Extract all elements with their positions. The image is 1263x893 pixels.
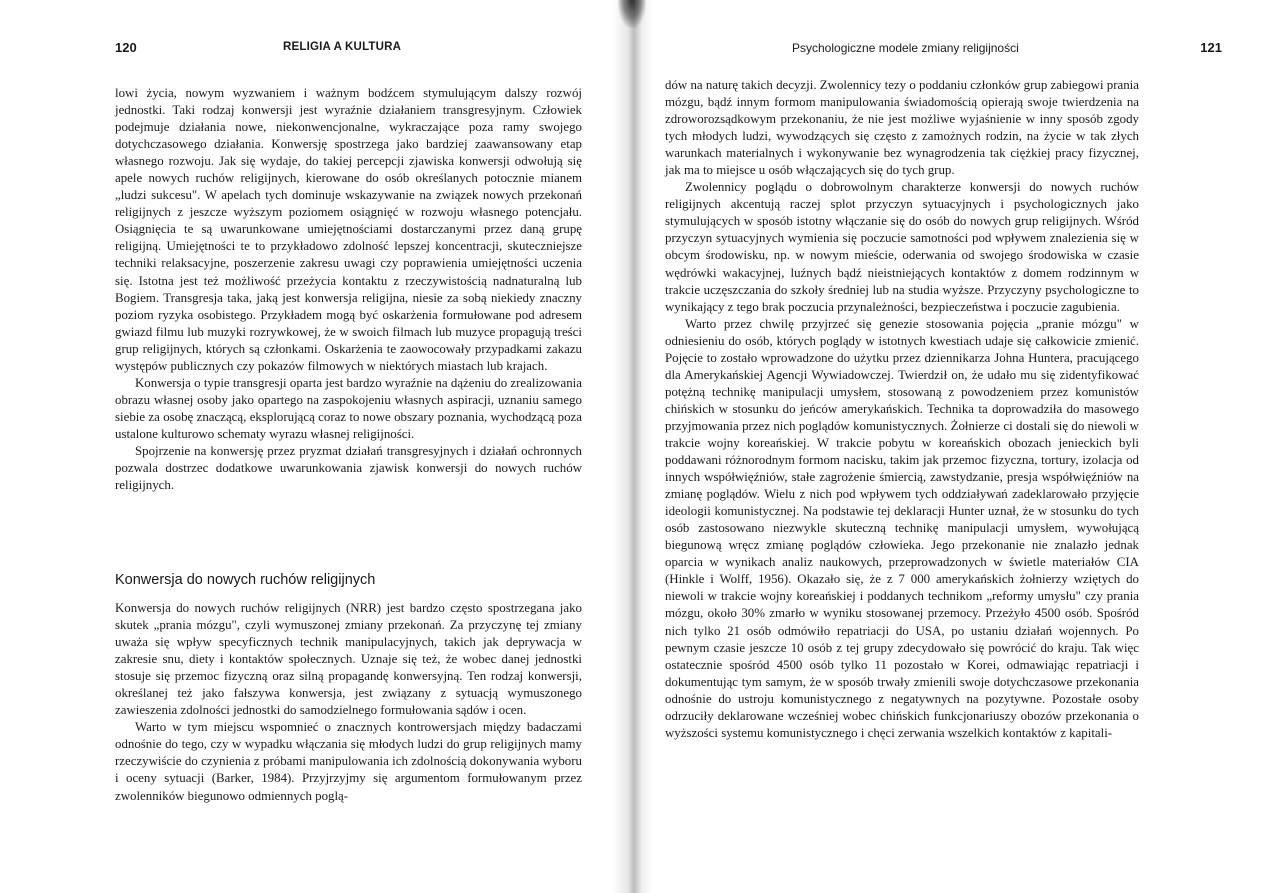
right-running-head xyxy=(792,40,1222,60)
paragraph: lowi życia, nowym wyzwaniem i ważnym bodźcem stymulującym dalszy rozwój jednostki. Taki rodzaj konwersji jest wyraźnie działaniem transgresyjnym. Człowiek podejmuje działania nowe, niekonwencjonalne, wykraczające poza ramy swojego dotychczasowego działania. Konwersję spostrzega jako bardziej zaawansowany etap własnego rozwoju. Jak się wydaje, do takiej percepcji zjawiska konwersji odwołują się apele nowych ruchów religijnych, kierowane do osób określanych potocznie mianem „ludzi sukcesu". W apelach tych dominuje wskazywanie na związek nowych przekonań religijnych z jeszcze wyższym poziomem osiągnięć w rozwoju własnego potencjału. Osiągnięcia te są uwarunkowane umiejętnościami dostarczanymi przez daną grupę religijną. Umiejętności te to przykładowo zdolność lepszej koncentracji, skuteczniejsze techniki relaksacyjne, poszerzenie zakresu uwagi czy poprawienia umiejętności uczenia się. Istotna jest też możliwość przeżycia kontaktu z rzeczywistością nadnaturalną lub Bogiem. Transgresja taka, jaką jest konwersja religijna, niesie za sobą niekiedy znaczny poziom ryzyka osobistego. Przykładem mogą być oskarżenia formułowane pod adresem gwiazd filmu lub muzyki rozrywkowej, że w swoich filmach lub muzyce propagują treści grup religijnych, których są członkami. Oskarżenia te zaowocowały przypadkami zakazu występów publicznych czy pokazów filmowych w niektórych miastach lub krajach. xyxy=(115,86,582,373)
paragraph: Warto w tym miejscu wspomnieć o znacznych kontrowersjach między badaczami odnośnie do tego, czy w wypadku włączania się młodych ludzi do grup religijnych mamy rzeczywiście do czynienia z próbami manipulowania ich zdolnością dokonywania wyboru i oceny sytuacji (Barker, 1984). Przyjrzyjmy się argumentom formułowanym przez zwolenników biegunowo odmiennych poglą- xyxy=(115,720,582,803)
right-text xyxy=(665,77,1139,742)
left-running-head xyxy=(115,40,585,60)
paragraph: Zwolennicy poglądu o dobrowolnym charakterze konwersji do nowych ruchów religijnych akcentują raczej splot przyczyn sytuacyjnych i psychologicznych jako stymulujących w sposób istotny włączanie się do osób do nowych grup religijnych. Wśród przyczyn sytuacyjnych wymienia się poczucie samotności pod wpływem znalezienia się w obcym środowisku, np. w nowym mieście, oderwania od swojego środowiska w czasie wędrówki wakacyjnej, luźnych bądź nieistniejących kontaktów z domem rodzinnym w trakcie uczęszczania do szkoły średniej lub na studia wyższe. Przyczyny psychologiczne to wynikający z tego brak poczucia przynależności, bezpieczeństwa i poczucie zagubienia. xyxy=(665,180,1139,314)
left-page xyxy=(0,0,630,893)
section-heading: Konwersja do nowych ruchów religijnych xyxy=(115,572,376,588)
paragraph: Konwersja o typie transgresji oparta jest bardzo wyraźnie na dążeniu do zrealizowania obrazu własnej osoby jako opartego na zaspokojeniu własnych aspiracji, uznaniu samego siebie za osobę znaczącą, eksplorującą coraz to nowe obszary poznania, wychodzącą poza ustalone kulturowo schematy wyrazu własnej religijności. xyxy=(115,375,582,441)
paragraph: Konwersja do nowych ruchów religijnych (NRR) jest bardzo często spostrzegana jako skutek „prania mózgu", czyli wymuszonej zmiany przekonań. Za przyczynę tej zmiany uważa się wpływ specyficznych technik manipulacyjnych, takich jak deprywacja w zakresie snu, diety i kontaktów społecznych. Uznaje się też, że wobec danej jednostki stosuje się przemoc fizyczną oraz silną propagandę konwersyjną. Ten rodzaj konwersji, określanej też jako fałszywa konwersja, jest związany z sytuacją wymuszonego zawieszenia zdolności jednostki do samodzielnego formułowania sądów i ocen. xyxy=(115,601,582,718)
paragraph: Spojrzenie na konwersję przez pryzmat działań transgresyjnych i działań ochronnych pozwala dostrzec dodatkowe uwarunkowania zjawisk konwersji do nowych ruchów religijnych. xyxy=(115,443,582,493)
right-page-number: 121 xyxy=(1200,40,1222,55)
left-running-title: RELIGIA A KULTURA xyxy=(283,41,402,53)
right-running-title: Psychologiczne modele zmiany religijności xyxy=(792,41,1019,55)
left-text-bottom xyxy=(115,600,582,805)
left-page-number: 120 xyxy=(115,40,137,55)
paragraph: dów na naturę takich decyzji. Zwolennicy tezy o poddaniu członków grup zabiegowi prania mózgu, bądź innym formom manipulowania świadomością opierają swoje twierdzenia na zdroworozsądkowym przekonaniu, że nie jest możliwe wyjaśnienie w inny sposób zgody tych młodych ludzi, wywodzących się często z zamożnych rodzin, na życie w tak złych warunkach materialnych i wykonywanie bez wynagrodzenia tak ciężkiej pracy fizycznej, jak ma to miejsce u osób włączających się do tych grup. xyxy=(665,78,1139,178)
left-text-top xyxy=(115,85,582,494)
paragraph: Warto przez chwilę przyjrzeć się genezie stosowania pojęcia „pranie mózgu" w odniesieniu do osób, których poglądy w istotnych kwestiach udaje się całkowicie zmienić. Pojęcie to zostało wprowadzone do użytku przez dziennikarza Johna Huntera, pracującego dla Amerykańskiej Agencji Wywiadowczej. Twierdził on, że udało mu się zidentyfikować potężną technikę manipulacji umysłem, stosowaną z powodzeniem przez komunistów chińskich w stosunku do jeńców amerykańskich. Technika ta doprowadziła do masowego przyjmowania przez nich poglądów komunistycznych. Żołnierze ci dostali się do niewoli w trakcie wojny koreańskiej. W trakcie pobytu w koreańskich obozach jenieckich byli poddawani różnorodnym formom nacisku, takim jak przemoc fizyczna, tortury, izolacja od innych współwięźniów, stałe zagrożenie śmiercią, zawstydzanie, presja współwięźniów na zmianę poglądów. Wielu z nich pod wpływem tych oddziaływań zadeklarowało przyjęcie ideologii komunistycznej. Na podstawie tej deklaracji Hunter uznał, że w stosunku do tych osób zastosowano niezwykle skuteczną technikę manipulacji umysłem, wywołującą biegunową wręcz zmianę poglądów człowieka. Jego przekonanie nie znalazło jednak oparcia w wynikach analiz naukowych, przeprowadzonych w świetle materiałów CIA (Hinkle i Wolff, 1956). Okazało się, że z 7 000 amerykańskich żołnierzy wziętych do niewoli w trakcie wojny koreańskiej i poddanych technikom „reformy umysłu" czy prania mózgu, około 30% zmarło w wyniku stosowanej przemocy. Przeżyło 4500 osób. Spośród nich tylko 21 osób odmówiło repatriacji do USA, po ustaniu działań wojennych. Po pewnym czasie jeszcze 10 osób z tej grupy zdecydowało się powrócić do kraju. Tak więc ostatecznie spośród 4500 osób tylko 11 pozostało w Korei, odmawiając repatriacji i dokumentując tym samym, że w sposób trwały zmienili swoje dotychczasowe przekonania odnośnie do ustroju komunistycznego z negatywnych na pozytywne. Pozostałe osoby odrzuciły deklarowane wcześniej wobec chińskich funkcjonariuszy obozów przekonania o wyższości systemu komunistycznego i chęci zerwania wszelkich kontaktów z kapitali- xyxy=(665,316,1139,740)
